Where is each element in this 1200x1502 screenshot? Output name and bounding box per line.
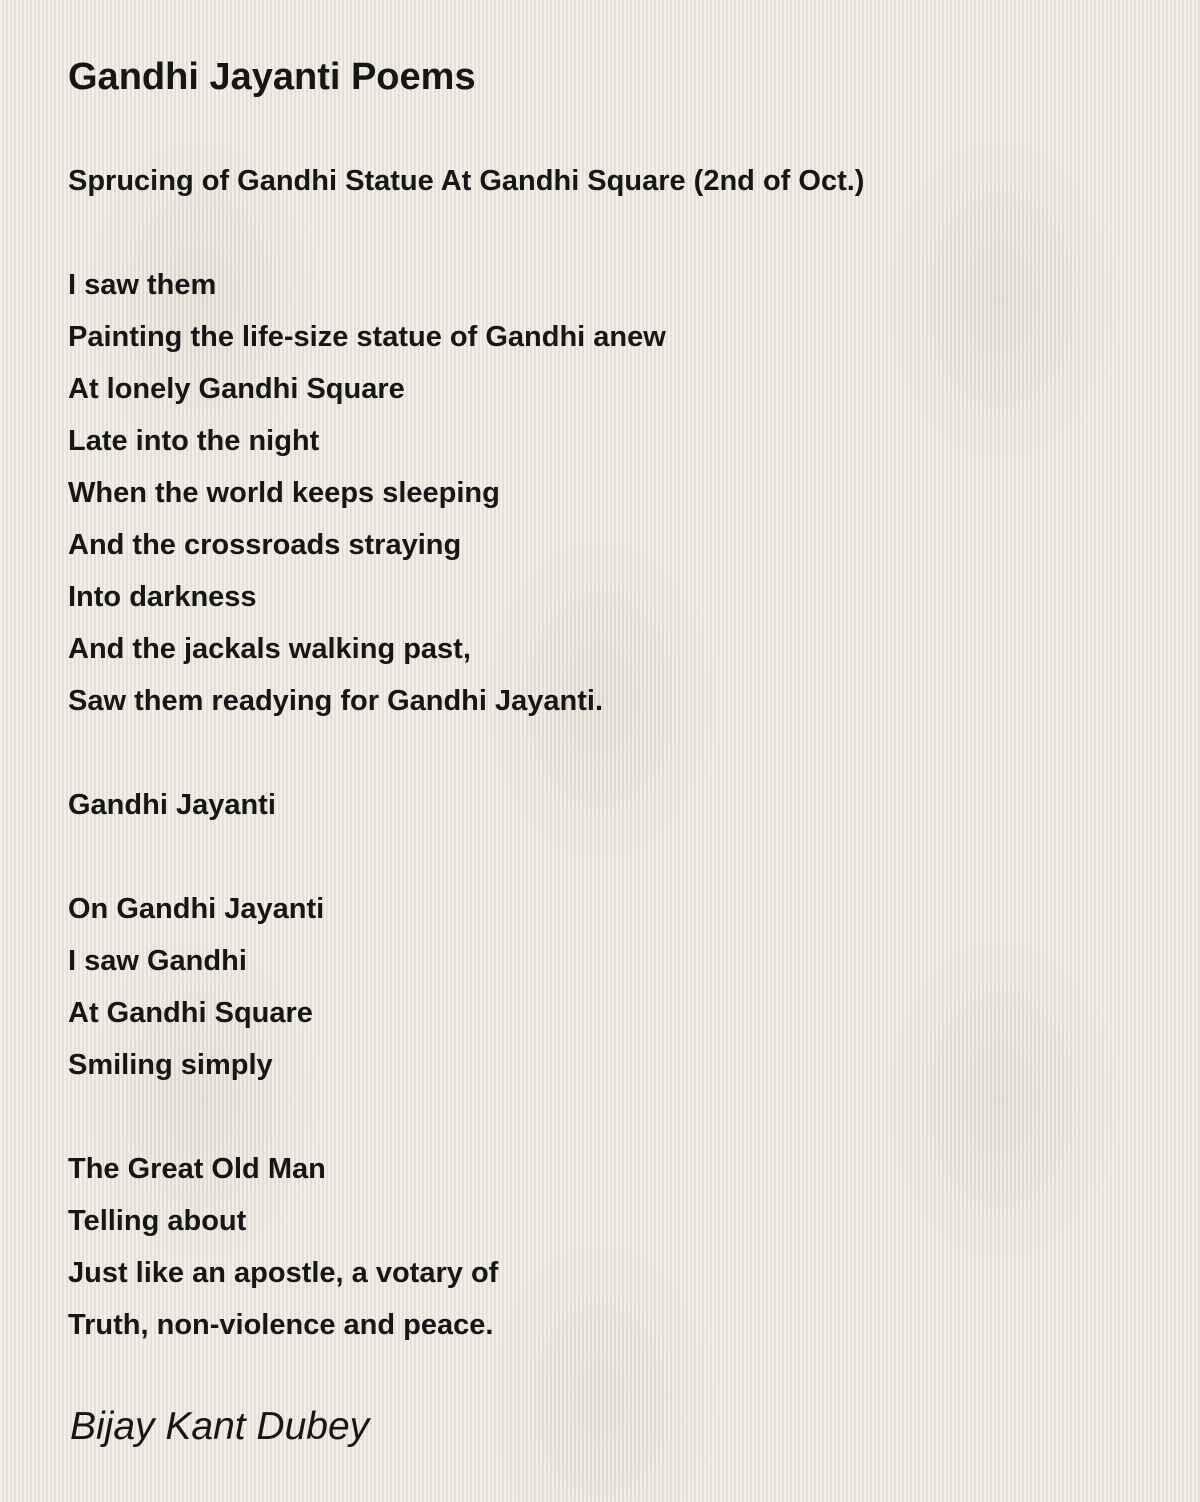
poem-line: Late into the night bbox=[68, 425, 320, 457]
poem-line: And the crossroads straying bbox=[68, 529, 462, 561]
poem-line: I saw them bbox=[68, 269, 217, 301]
poem-line: I saw Gandhi bbox=[68, 945, 247, 977]
author-name: Bijay Kant Dubey bbox=[70, 1405, 370, 1448]
poem-line: Painting the life-size statue of Gandhi anew bbox=[68, 321, 666, 353]
poem-blank-line bbox=[68, 831, 864, 883]
poem-line: Just like an apostle, a votary of bbox=[68, 1257, 499, 1289]
poem-line: On Gandhi Jayanti bbox=[68, 893, 325, 925]
page-title: Gandhi Jayanti Poems bbox=[68, 56, 476, 98]
poem-line: At Gandhi Square bbox=[68, 997, 313, 1029]
poem-blank-line bbox=[68, 207, 864, 259]
poem-body bbox=[68, 155, 864, 1351]
poem-line: The Great Old Man bbox=[68, 1153, 326, 1185]
poem-blank-line bbox=[68, 1091, 864, 1143]
poem-line: At lonely Gandhi Square bbox=[68, 373, 405, 405]
poem-line: Into darkness bbox=[68, 581, 257, 613]
poem-line: Saw them readying for Gandhi Jayanti. bbox=[68, 685, 604, 717]
poem-line: Smiling simply bbox=[68, 1049, 273, 1081]
poem-subtitle: Sprucing of Gandhi Statue At Gandhi Square (2nd of Oct.) bbox=[68, 165, 865, 197]
poem-line: And the jackals walking past, bbox=[68, 633, 471, 665]
poem-line: Truth, non-violence and peace. bbox=[68, 1309, 494, 1341]
poem-section-heading: Gandhi Jayanti bbox=[68, 789, 276, 821]
poem-blank-line bbox=[68, 727, 864, 779]
poem-line: When the world keeps sleeping bbox=[68, 477, 500, 509]
poem-line: Telling about bbox=[68, 1205, 247, 1237]
